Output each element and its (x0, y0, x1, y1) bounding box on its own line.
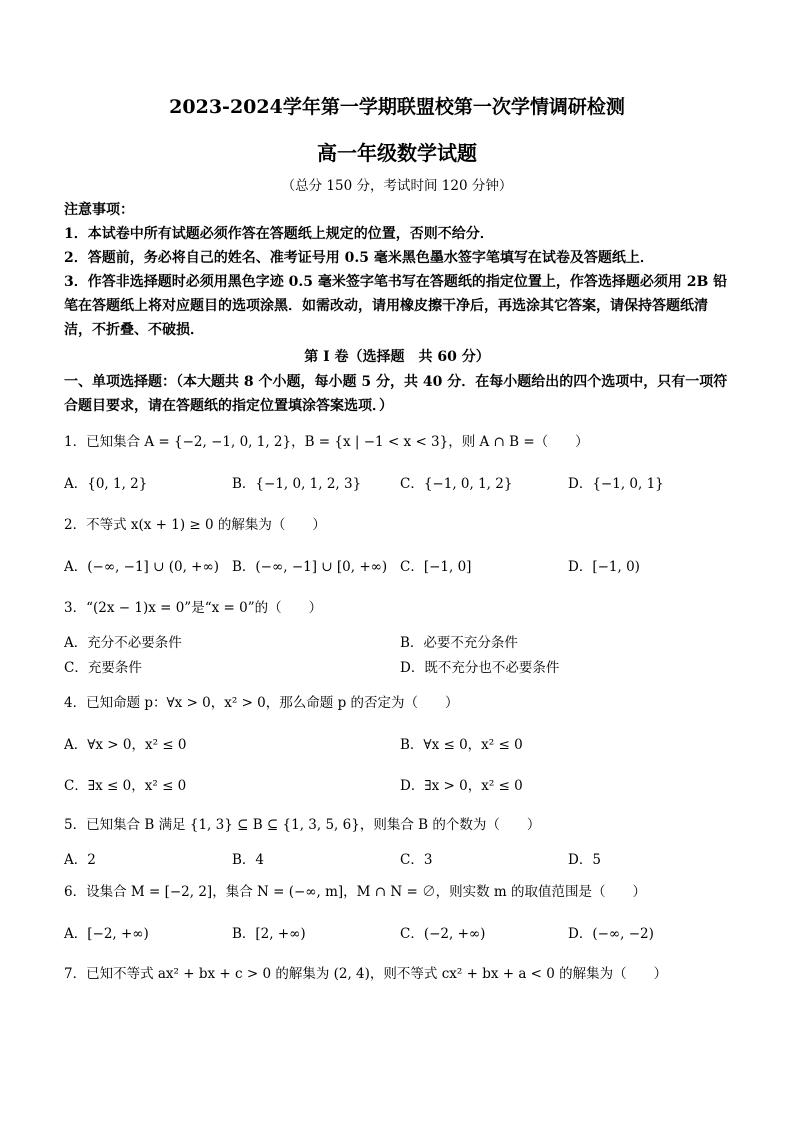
exam-subject-title: 高一年级数学试题 (317, 141, 477, 165)
question-2-option-c: C．[−1, 0] (400, 559, 472, 575)
note-item: 1．本试卷中所有试题必须作答在答题纸上规定的位置，否则不给分． (64, 226, 494, 242)
notes-block (64, 198, 734, 342)
question-6-stem: 6．设集合 M = [−2, 2]，集合 N = (−∞, m]，M ∩ N = ∅，则实数 m 的取值范围是（ ） (64, 884, 646, 900)
question-5-option-b: B．4 (232, 852, 265, 868)
note-item: 2．答题前，务必将自己的姓名、准考证号用 0.5 毫米黑色墨水签字笔填写在试卷及答题纸上． (64, 250, 654, 266)
question-4-option-b: B．∀x ≤ 0，x² ≤ 0 (400, 737, 523, 753)
question-1-option-a: A．{0, 1, 2} (64, 476, 148, 492)
question-6-option-a: A．[−2, +∞) (64, 926, 149, 942)
question-6-option-d: D．(−∞, −2) (568, 926, 654, 942)
question-3-stem: 3．“(2x − 1)x = 0”是“x = 0”的（ ） (64, 600, 323, 616)
question-3-option-c: C．充要条件 (64, 660, 142, 676)
volume-heading: 第 I 卷（选择题 共 60 分） (304, 349, 490, 365)
question-1-option-c: C．{−1, 0, 1, 2} (400, 476, 513, 492)
question-3-option-a: A．充分不必要条件 (64, 635, 182, 651)
question-4-stem: 4．已知命题 p：∀x > 0，x² > 0，那么命题 p 的否定为（ ） (64, 695, 459, 711)
question-5-stem: 5．已知集合 B 满足 {1, 3} ⊆ B ⊆ {1, 3, 5, 6}，则集合 B 的个数为（ ） (64, 817, 541, 833)
question-5-option-d: D．5 (568, 852, 601, 868)
question-1-option-b: B．{−1, 0, 1, 2, 3} (232, 476, 362, 492)
exam-title: 2023-2024学年第一学期联盟校第一次学情调研检测 (169, 96, 625, 118)
question-2-stem: 2．不等式 x(x + 1) ≥ 0 的解集为（ ） (64, 517, 326, 533)
section-heading: 一、单项选择题：（本大题共 8 个小题，每小题 5 分，共 40 分．在每小题给出的四个选项中，只有一项符合题目要求，请在答题纸的指定位置填涂答案选项．） (64, 374, 728, 414)
exam-info: （总分 150 分，考试时间 120 分钟） (281, 178, 513, 194)
question-5-option-a: A．2 (64, 852, 96, 868)
question-7-stem: 7．已知不等式 ax² + bx + c > 0 的解集为 (2, 4)，则不等式 cx² + bx + a < 0 的解集为（ ） (64, 966, 668, 982)
question-4-option-a: A．∀x > 0，x² ≤ 0 (64, 737, 187, 753)
question-3-option-d: D．既不充分也不必要条件 (400, 660, 560, 676)
question-6-option-b: B．[2, +∞) (232, 926, 306, 942)
question-2-option-a: A．(−∞, −1] ∪ (0, +∞) (64, 559, 219, 575)
question-4-option-d: D．∃x > 0，x² ≤ 0 (400, 778, 523, 794)
question-2-option-b: B．(−∞, −1] ∪ [0, +∞) (232, 559, 388, 575)
question-2-option-d: D．[−1, 0) (568, 559, 640, 575)
question-4-option-c: C．∃x ≤ 0，x² ≤ 0 (64, 778, 187, 794)
note-item: 3．作答非选择题时必须用黑色字迹 0.5 毫米签字笔书写在答题纸的指定位置上，作答选择题必须用 2B 铅笔在答题纸上将对应题目的选项涂黑．如需改动，请用橡皮擦干净后，再选涂其它答案，请保持答题纸清洁，不折叠、不破损． (64, 274, 728, 338)
question-5-option-c: C．3 (400, 852, 433, 868)
question-1-option-d: D．{−1, 0, 1} (568, 476, 664, 492)
question-1-stem: 1．已知集合 A = {−2, −1, 0, 1, 2}，B = {x | −1 < x < 3}，则 A ∩ B =（ ） (64, 434, 589, 450)
question-3-option-b: B．必要不充分条件 (400, 635, 518, 651)
notes-heading: 注意事项： (64, 202, 134, 218)
question-6-option-c: C．(−2, +∞) (400, 926, 486, 942)
